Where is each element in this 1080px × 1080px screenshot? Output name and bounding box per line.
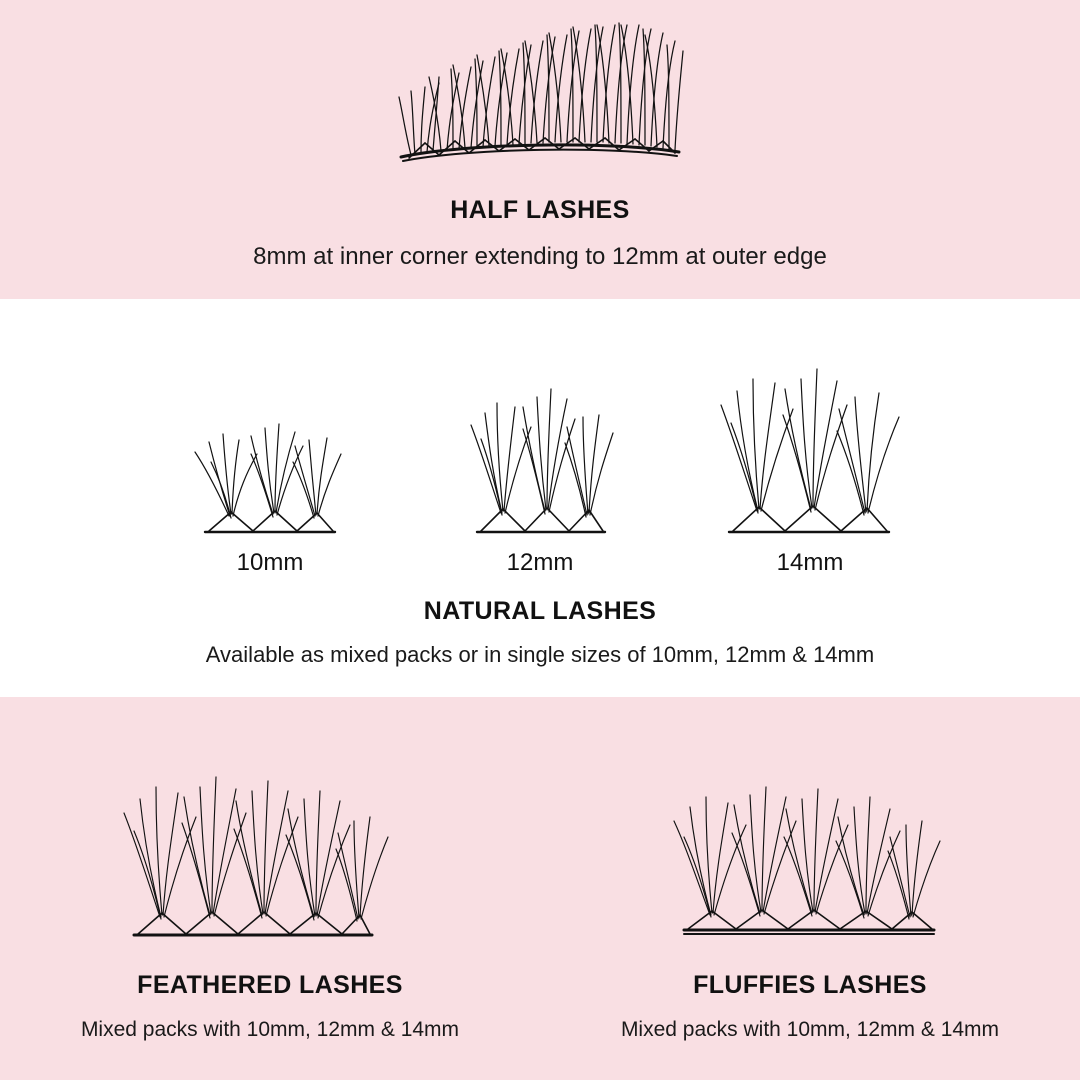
fluffies-lashes-subtitle: Mixed packs with 10mm, 12mm & 14mm xyxy=(620,1018,1000,1041)
section-natural-lashes xyxy=(0,299,1080,697)
half-lash-strip-icon xyxy=(395,11,685,166)
lash-size-item-10mm xyxy=(150,311,390,577)
natural-lashes-subtitle: Available as mixed packs or in single sizes of 10mm, 12mm & 14mm xyxy=(205,642,875,667)
lash-cluster-12mm-illustration xyxy=(455,311,625,541)
lash-size-item-12mm xyxy=(420,311,660,577)
bottom-lash-columns xyxy=(0,697,1080,1080)
feathered-lashes-column xyxy=(0,697,540,1080)
feathered-lash-strip-icon xyxy=(120,725,420,945)
lash-size-label-12mm: 12mm xyxy=(506,549,574,576)
lash-size-item-14mm xyxy=(690,311,930,577)
natural-lashes-size-row xyxy=(0,311,1080,577)
feathered-lashes-title: FEATHERED LASHES xyxy=(137,971,403,999)
feathered-lashes-illustration xyxy=(120,715,420,945)
section-half-lashes xyxy=(0,0,1080,299)
natural-lashes-title: NATURAL LASHES xyxy=(423,597,657,625)
fluffies-lashes-title: FLUFFIES LASHES xyxy=(693,971,927,999)
fluffies-lash-strip-icon xyxy=(660,725,960,945)
lash-cluster-14mm-icon xyxy=(705,321,915,541)
lash-size-label-10mm: 10mm xyxy=(236,549,304,576)
fluffies-lashes-column xyxy=(540,697,1080,1080)
section-bottom-lashes xyxy=(0,697,1080,1080)
lash-size-label-14mm: 14mm xyxy=(776,549,844,576)
lash-cluster-10mm-illustration xyxy=(185,311,355,541)
lash-cluster-12mm-icon xyxy=(455,341,625,541)
half-lashes-title: HALF LASHES xyxy=(450,196,630,224)
lash-cluster-14mm-illustration xyxy=(705,311,915,541)
fluffies-lashes-illustration xyxy=(660,715,960,945)
lash-cluster-10mm-icon xyxy=(185,366,355,541)
half-lashes-illustration-wrap xyxy=(395,6,685,166)
feathered-lashes-subtitle: Mixed packs with 10mm, 12mm & 14mm xyxy=(80,1018,460,1041)
half-lashes-subtitle: 8mm at inner corner extending to 12mm at outer edge xyxy=(253,243,827,270)
